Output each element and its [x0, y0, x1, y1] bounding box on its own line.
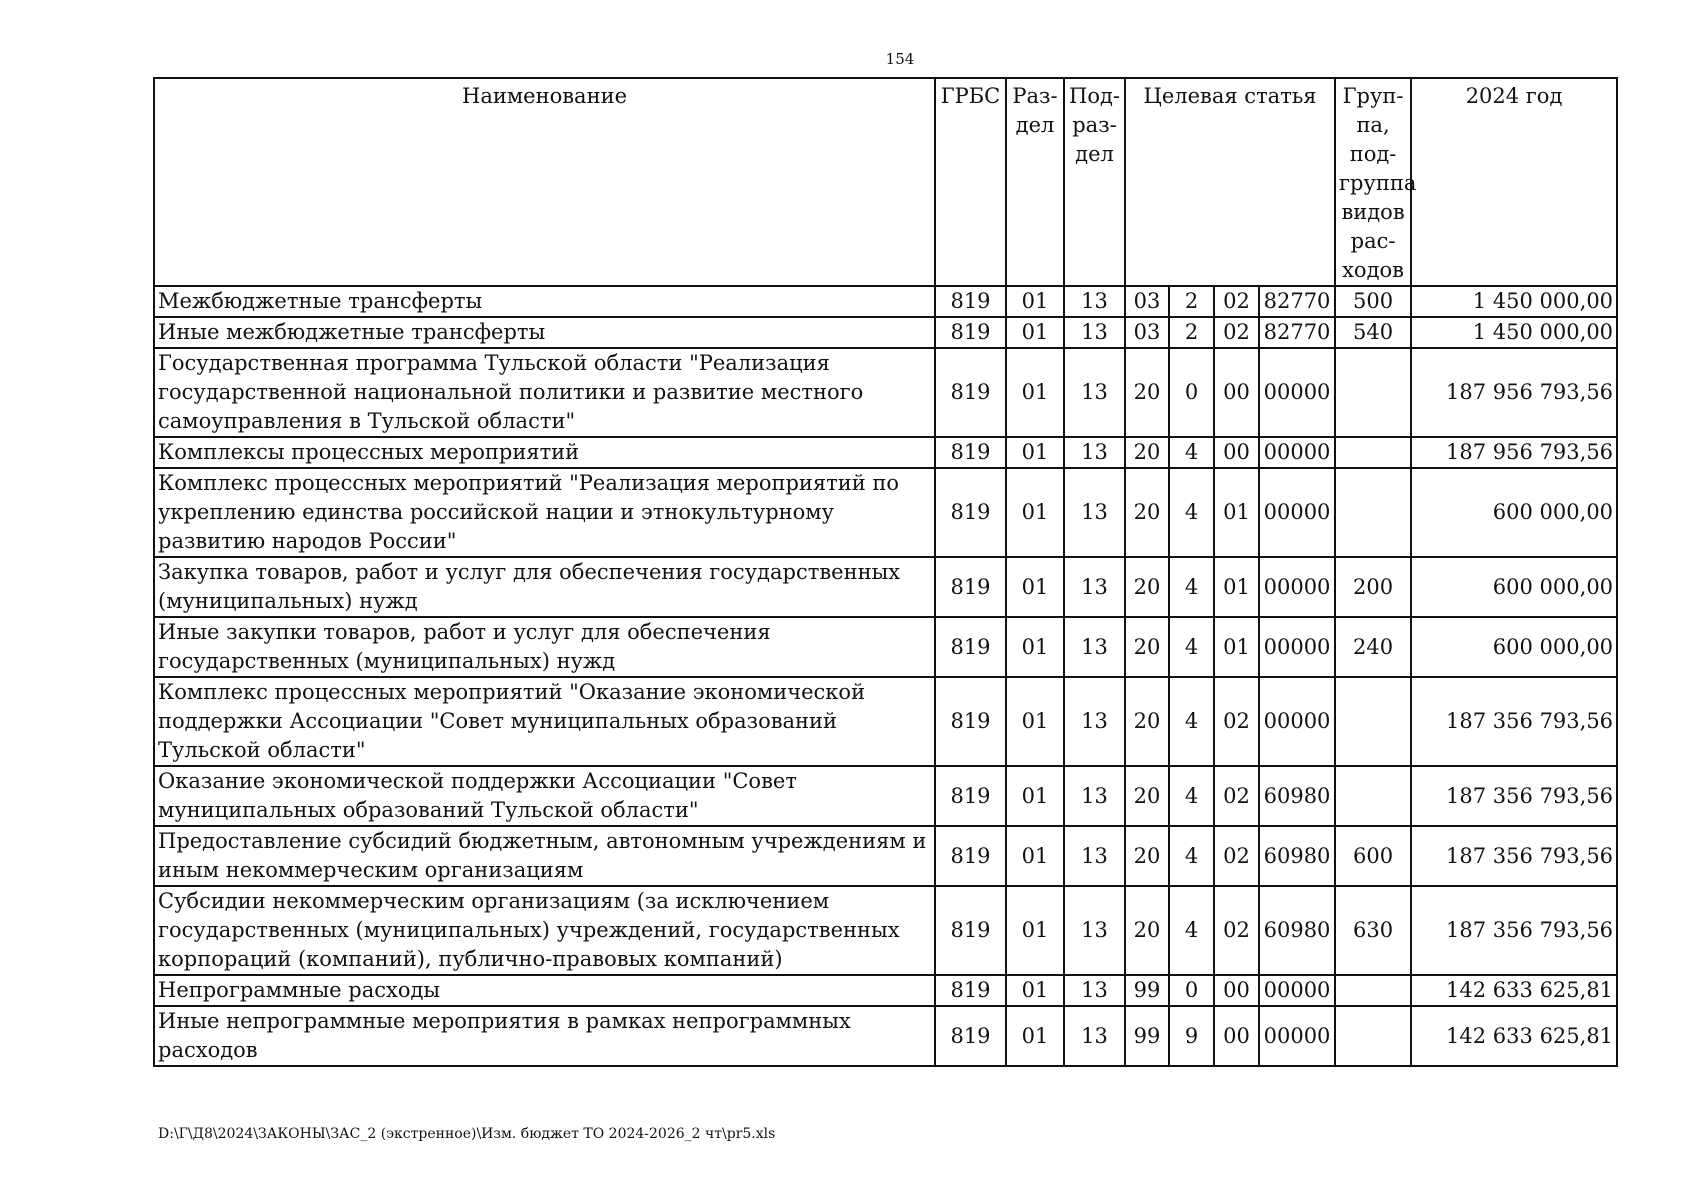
row-section: 01	[1006, 677, 1064, 766]
row-name: Субсидии некоммерческим организациям (за исключением государственных (муниципальных) учреждений, государственных корпораций (компаний), публично-правовых компаний)	[154, 886, 935, 975]
table-header	[154, 78, 1617, 286]
row-grbs: 819	[935, 348, 1006, 437]
row-expense-group: 630	[1335, 886, 1411, 975]
row-target-direction: 60980	[1259, 886, 1335, 975]
row-grbs: 819	[935, 317, 1006, 348]
row-target-program: 20	[1125, 826, 1169, 886]
row-amount: 600 000,00	[1411, 557, 1617, 617]
row-target-subprogram: 4	[1169, 766, 1214, 826]
row-subsection: 13	[1064, 317, 1125, 348]
row-expense-group	[1335, 975, 1411, 1006]
row-expense-group	[1335, 766, 1411, 826]
table-row	[154, 348, 1617, 437]
row-name: Комплексы процессных мероприятий	[154, 437, 935, 468]
table-row	[154, 437, 1617, 468]
row-amount: 600 000,00	[1411, 617, 1617, 677]
row-section: 01	[1006, 348, 1064, 437]
row-target-subprogram: 9	[1169, 1006, 1214, 1066]
table-row	[154, 677, 1617, 766]
row-target-subprogram: 0	[1169, 348, 1214, 437]
table-row	[154, 975, 1617, 1006]
row-subsection: 13	[1064, 766, 1125, 826]
row-name: Иные закупки товаров, работ и услуг для обеспечения государственных (муниципальных) нужд	[154, 617, 935, 677]
row-target-subprogram: 2	[1169, 286, 1214, 317]
row-target-event: 02	[1214, 677, 1259, 766]
row-subsection: 13	[1064, 1006, 1125, 1066]
row-target-subprogram: 2	[1169, 317, 1214, 348]
row-amount: 142 633 625,81	[1411, 1006, 1617, 1066]
row-target-subprogram: 4	[1169, 617, 1214, 677]
table-row	[154, 286, 1617, 317]
row-target-direction: 00000	[1259, 617, 1335, 677]
row-target-direction: 00000	[1259, 348, 1335, 437]
row-target-program: 20	[1125, 617, 1169, 677]
row-amount: 1 450 000,00	[1411, 286, 1617, 317]
row-amount: 142 633 625,81	[1411, 975, 1617, 1006]
row-subsection: 13	[1064, 437, 1125, 468]
row-section: 01	[1006, 826, 1064, 886]
row-grbs: 819	[935, 886, 1006, 975]
row-section: 01	[1006, 617, 1064, 677]
row-section: 01	[1006, 317, 1064, 348]
row-amount: 1 450 000,00	[1411, 317, 1617, 348]
table-row	[154, 1006, 1617, 1066]
table-row	[154, 617, 1617, 677]
row-grbs: 819	[935, 557, 1006, 617]
row-subsection: 13	[1064, 468, 1125, 557]
header-expense-group: Груп- па, под- группа видов рас- ходов	[1335, 78, 1411, 286]
row-target-subprogram: 4	[1169, 437, 1214, 468]
row-target-direction: 00000	[1259, 468, 1335, 557]
row-expense-group	[1335, 1006, 1411, 1066]
row-grbs: 819	[935, 437, 1006, 468]
row-amount: 187 356 793,56	[1411, 826, 1617, 886]
row-amount: 187 956 793,56	[1411, 437, 1617, 468]
row-section: 01	[1006, 557, 1064, 617]
header-subsection: Под- раз- дел	[1064, 78, 1125, 286]
row-section: 01	[1006, 975, 1064, 1006]
row-target-subprogram: 4	[1169, 826, 1214, 886]
row-target-event: 00	[1214, 348, 1259, 437]
row-amount: 187 356 793,56	[1411, 677, 1617, 766]
row-subsection: 13	[1064, 677, 1125, 766]
row-target-program: 20	[1125, 437, 1169, 468]
row-target-event: 02	[1214, 826, 1259, 886]
row-target-direction: 82770	[1259, 317, 1335, 348]
table-body	[154, 286, 1617, 1066]
row-target-event: 02	[1214, 286, 1259, 317]
header-year: 2024 год	[1411, 78, 1617, 286]
budget-table	[153, 77, 1618, 1067]
row-amount: 187 356 793,56	[1411, 886, 1617, 975]
row-target-direction: 00000	[1259, 1006, 1335, 1066]
row-target-subprogram: 4	[1169, 886, 1214, 975]
row-amount: 187 356 793,56	[1411, 766, 1617, 826]
row-amount: 187 956 793,56	[1411, 348, 1617, 437]
row-target-event: 00	[1214, 975, 1259, 1006]
row-target-event: 02	[1214, 317, 1259, 348]
row-target-event: 02	[1214, 766, 1259, 826]
row-target-program: 99	[1125, 975, 1169, 1006]
row-name: Комплекс процессных мероприятий "Оказание экономической поддержки Ассоциации "Совет муниципальных образований Тульской области"	[154, 677, 935, 766]
row-grbs: 819	[935, 826, 1006, 886]
row-expense-group	[1335, 437, 1411, 468]
row-expense-group: 500	[1335, 286, 1411, 317]
row-target-program: 20	[1125, 557, 1169, 617]
header-target-article: Целевая статья	[1125, 78, 1335, 286]
row-name: Непрограммные расходы	[154, 975, 935, 1006]
row-target-event: 01	[1214, 468, 1259, 557]
table-row	[154, 886, 1617, 975]
row-target-direction: 00000	[1259, 437, 1335, 468]
row-target-program: 20	[1125, 766, 1169, 826]
table-row	[154, 826, 1617, 886]
row-target-event: 00	[1214, 437, 1259, 468]
row-target-program: 99	[1125, 1006, 1169, 1066]
row-target-direction: 82770	[1259, 286, 1335, 317]
row-subsection: 13	[1064, 975, 1125, 1006]
row-amount: 600 000,00	[1411, 468, 1617, 557]
row-name: Комплекс процессных мероприятий "Реализация мероприятий по укреплению единства российской нации и этнокультурному развитию народов России"	[154, 468, 935, 557]
row-name: Иные непрограммные мероприятия в рамках непрограммных расходов	[154, 1006, 935, 1066]
row-expense-group: 240	[1335, 617, 1411, 677]
row-expense-group: 540	[1335, 317, 1411, 348]
row-target-program: 20	[1125, 348, 1169, 437]
row-name: Оказание экономической поддержки Ассоциации "Совет муниципальных образований Тульской области"	[154, 766, 935, 826]
footer-file-path: D:\Г\Д8\2024\ЗАКОНЫ\ЗАС_2 (экстренное)\Изм. бюджет ТО 2024-2026_2 чт\pr5.xls	[158, 1126, 776, 1142]
row-subsection: 13	[1064, 826, 1125, 886]
row-target-subprogram: 0	[1169, 975, 1214, 1006]
row-expense-group	[1335, 677, 1411, 766]
row-name: Межбюджетные трансферты	[154, 286, 935, 317]
row-section: 01	[1006, 1006, 1064, 1066]
row-section: 01	[1006, 468, 1064, 557]
row-name: Закупка товаров, работ и услуг для обеспечения государственных (муниципальных) нужд	[154, 557, 935, 617]
row-target-event: 00	[1214, 1006, 1259, 1066]
header-name: Наименование	[154, 78, 935, 286]
row-grbs: 819	[935, 1006, 1006, 1066]
row-section: 01	[1006, 286, 1064, 317]
table-row	[154, 468, 1617, 557]
header-row	[154, 78, 1617, 286]
row-subsection: 13	[1064, 886, 1125, 975]
page-number: 154	[885, 50, 915, 68]
row-section: 01	[1006, 437, 1064, 468]
row-target-event: 02	[1214, 886, 1259, 975]
row-target-direction: 60980	[1259, 766, 1335, 826]
row-expense-group	[1335, 348, 1411, 437]
row-target-direction: 00000	[1259, 557, 1335, 617]
row-expense-group: 200	[1335, 557, 1411, 617]
row-target-direction: 60980	[1259, 826, 1335, 886]
row-section: 01	[1006, 886, 1064, 975]
row-subsection: 13	[1064, 617, 1125, 677]
row-grbs: 819	[935, 617, 1006, 677]
row-subsection: 13	[1064, 286, 1125, 317]
row-expense-group	[1335, 468, 1411, 557]
row-target-subprogram: 4	[1169, 677, 1214, 766]
row-target-program: 20	[1125, 886, 1169, 975]
row-target-subprogram: 4	[1169, 557, 1214, 617]
row-subsection: 13	[1064, 557, 1125, 617]
row-target-program: 20	[1125, 468, 1169, 557]
header-grbs: ГРБС	[935, 78, 1006, 286]
table-row	[154, 557, 1617, 617]
row-grbs: 819	[935, 677, 1006, 766]
row-target-direction: 00000	[1259, 975, 1335, 1006]
row-name: Иные межбюджетные трансферты	[154, 317, 935, 348]
row-target-event: 01	[1214, 557, 1259, 617]
row-section: 01	[1006, 766, 1064, 826]
row-name: Государственная программа Тульской области "Реализация государственной национальной политики и развитие местного самоуправления в Тульской области"	[154, 348, 935, 437]
row-grbs: 819	[935, 975, 1006, 1006]
row-target-subprogram: 4	[1169, 468, 1214, 557]
row-grbs: 819	[935, 766, 1006, 826]
row-name: Предоставление субсидий бюджетным, автономным учреждениям и иным некоммерческим организациям	[154, 826, 935, 886]
row-subsection: 13	[1064, 348, 1125, 437]
row-target-program: 20	[1125, 677, 1169, 766]
header-section: Раз- дел	[1006, 78, 1064, 286]
row-target-program: 03	[1125, 317, 1169, 348]
row-target-direction: 00000	[1259, 677, 1335, 766]
table-row	[154, 766, 1617, 826]
table-row	[154, 317, 1617, 348]
row-expense-group: 600	[1335, 826, 1411, 886]
row-grbs: 819	[935, 468, 1006, 557]
row-target-event: 01	[1214, 617, 1259, 677]
row-target-program: 03	[1125, 286, 1169, 317]
row-grbs: 819	[935, 286, 1006, 317]
